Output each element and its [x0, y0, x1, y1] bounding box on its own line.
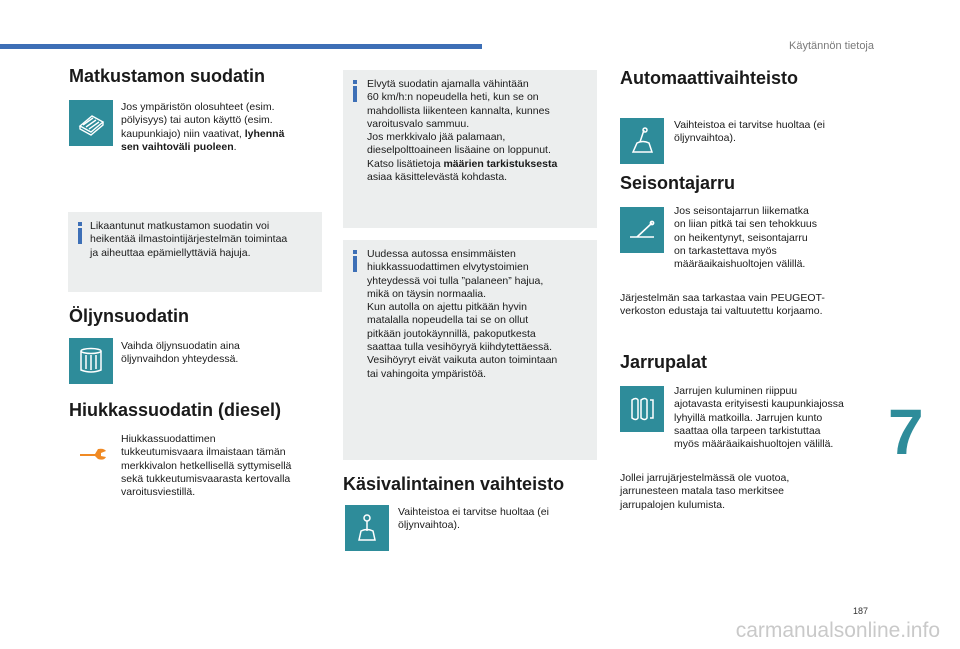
automatic-gearbox-text: Vaihteistoa ei tarvitse huoltaa (ei öljynvaihtoa).	[674, 119, 825, 145]
top-accent-bar	[0, 44, 482, 49]
chapter-number: 7	[888, 396, 924, 468]
oil-filter-text: Vaihda öljynsuodatin aina öljynvaihdon yhteydessä.	[121, 340, 240, 366]
info-line: Likaantunut matkustamon suodatin voi	[90, 220, 270, 232]
manual-gearbox-text: Vaihteistoa ei tarvitse huoltaa (ei öljynvaihtoa).	[398, 506, 549, 532]
gear-lever-icon	[345, 505, 389, 551]
wrench-icon	[78, 442, 108, 464]
info-line: heikentää ilmastointijärjestelmän toimintaa	[90, 233, 288, 246]
info-line: ja aiheuttaa epämiellyttäviä hajuja.	[90, 246, 251, 259]
brake-pads-title: Jarrupalat	[620, 352, 708, 372]
cabin-filter-title: Matkustamon suodatin	[69, 66, 266, 86]
particle-filter-text: Hiukkassuodattimen tukkeutumisvaara ilmaistaan tämän merkkivalon hetkellisellä syttymisellä sekä tukkeutumisvaarasta kertovalla varoitusviestillä.	[121, 433, 292, 499]
parking-brake-icon	[620, 207, 664, 253]
parking-brake-note: Järjestelmän saa tarkastaa vain PEUGEOT- verkoston edustaja tai valtuutettu korjaamo.	[620, 292, 825, 318]
oil-filter-title: Öljynsuodatin	[69, 306, 190, 326]
brake-pads-note: Jollei jarrujärjestelmässä ole vuotoa, jarrunesteen matala taso merkitsee jarrupalojen kulumista.	[620, 472, 790, 511]
info-icon	[350, 80, 362, 102]
brake-pads-icon	[620, 386, 664, 432]
page-number: 187	[852, 606, 868, 616]
automatic-gear-icon	[620, 118, 664, 164]
new-car-info-box: Uudessa autossa ensimmäisten hiukkassuodattimen elvytystoimien yhteydessä voi tulla ”palaneen” hajua, mikä on täysin normaalia. Kun autolla on ajettu pitkään hyvin matalalla nopeudella tai se on ollut pitkään joutokäynnillä, pakoputkesta saattaa tulla vesihöyryä kiihdytettäessä. Vesihöyryt eivät vaikuta auton toimintaan tai vahingoita ympäristöä.	[343, 240, 597, 460]
particle-filter-title: Hiukkassuodatin (diesel)	[69, 400, 282, 420]
watermark: carmanualsonline.info	[735, 619, 940, 642]
brake-pads-text: Jarrujen kuluminen riippuu ajotavasta erityisesti kaupunkiajossa lyhyillä matkoilla. Jarrujen kunto saattaa olla tarpeen tarkistuttaa myös määräaikaishuoltojen välillä.	[674, 385, 844, 451]
parking-brake-title: Seisontajarru	[620, 173, 736, 193]
automatic-gearbox-title: Automaattivaihteisto	[620, 68, 799, 88]
info-icon	[75, 222, 87, 244]
cabin-filter-icon	[69, 100, 113, 146]
manual-gearbox-title: Käsivalintainen vaihteisto	[343, 474, 565, 494]
section-label: Käytännön tietoja	[788, 40, 874, 52]
cabin-filter-text: Jos ympäristön olosuhteet (esim. pölyisyys) tai auton käyttö (esim. kaupunkiajo) niin vaativat, lyhennä sen vaihtoväli puoleen.	[121, 101, 285, 153]
info-icon	[350, 250, 362, 272]
oil-filter-icon	[69, 338, 113, 384]
parking-brake-text: Jos seisontajarrun liikematka on liian pitkä tai sen tehokkuus on heikentynyt, seisontajarru on tarkastettava myös määräaikaishuoltojen välillä.	[674, 205, 818, 271]
cabin-filter-info-box	[68, 212, 322, 292]
regeneration-info-box: Elvytä suodatin ajamalla vähintään 60 km/h:n nopeudella heti, kun se on mahdollista liikenteen kannalta, kunnes varoitusvalo sammuu. Jos merkkivalo jää palamaan, dieselpolttoaineen lisäaine on loppunut. Katso lisätietoja määrien tarkistuksesta asiaa käsittelevästä kohdasta.	[343, 70, 597, 228]
